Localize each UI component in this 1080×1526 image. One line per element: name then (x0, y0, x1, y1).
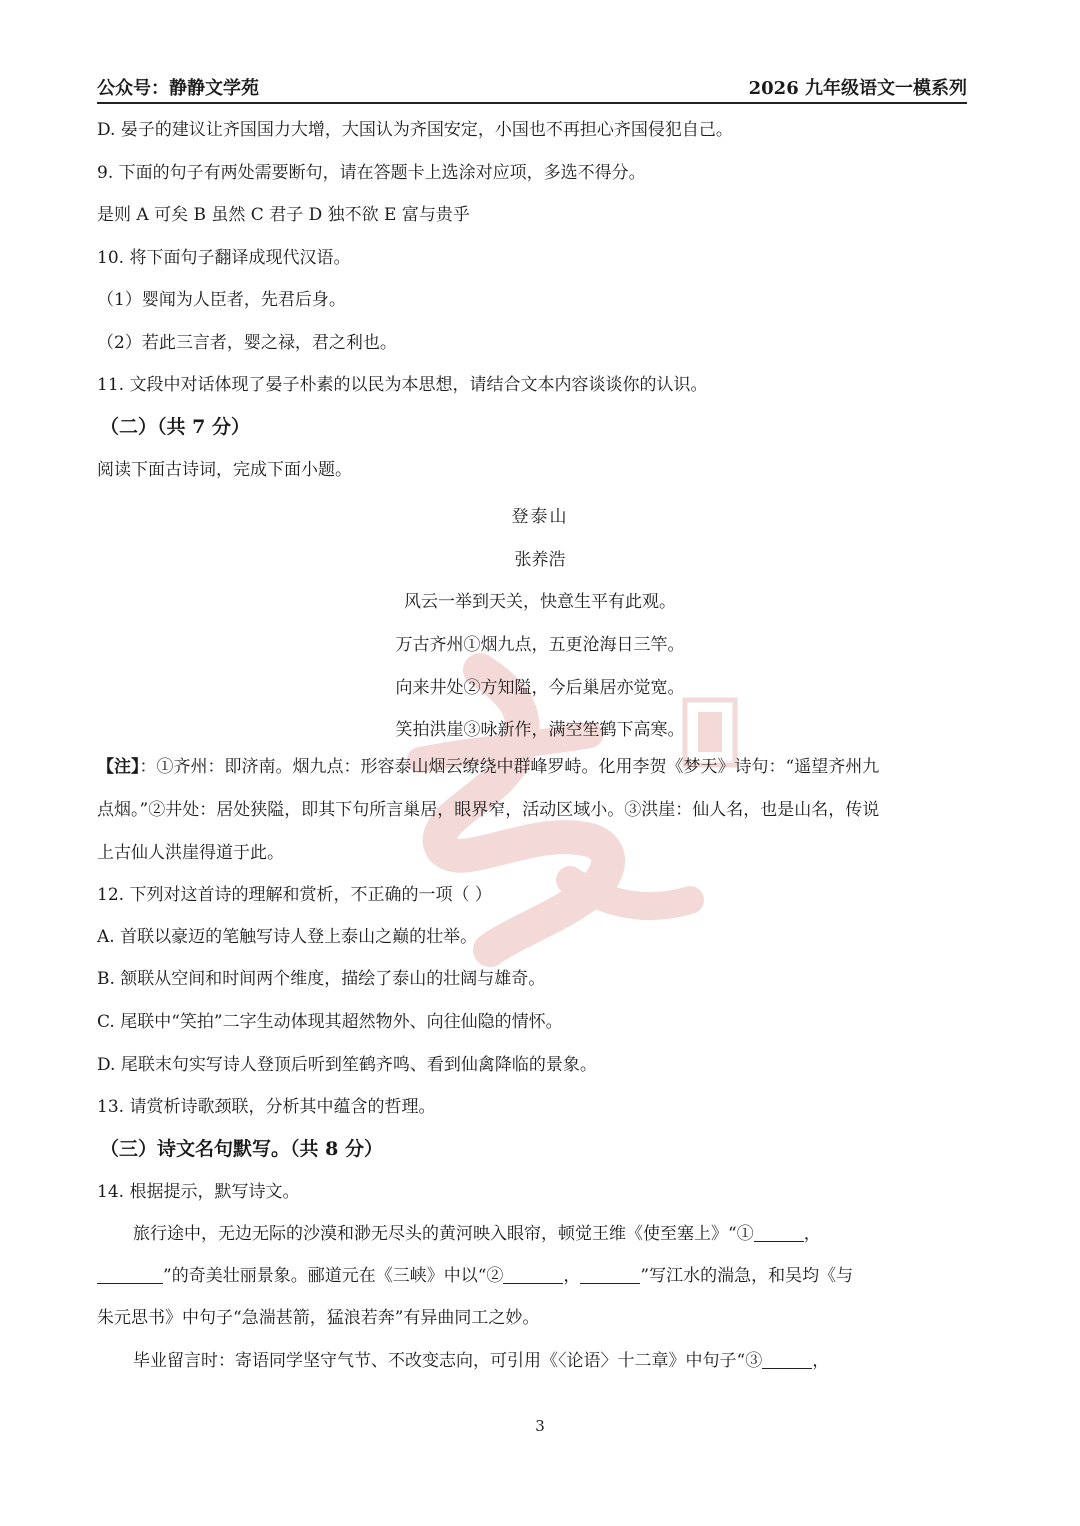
text-run: ， (563, 1266, 581, 1286)
q14-paragraph-2 (133, 1351, 829, 1371)
note-line: 上古仙人洪崖得道于此。 (97, 843, 284, 863)
poem-line: 笑拍洪崖③咏新作，满空笙鹤下高寒。 (395, 720, 685, 740)
section-3-heading: （三）诗文名句默写。（共 8 分） (100, 1138, 383, 1160)
q14-paragraph-1 (133, 1224, 821, 1244)
section-2-heading: （二）（共 7 分） (100, 416, 250, 438)
note-label: 【注】 (97, 757, 140, 777)
q10-stem: 10. 将下面句子翻译成现代汉语。 (97, 248, 351, 268)
poem-title: 登泰山 (511, 507, 569, 527)
page-header (97, 78, 967, 104)
answer-blank-2a[interactable] (503, 1266, 563, 1284)
note-line: 点烟。”②井处：居处狭隘，即其下句所言巢居，眼界窄，活动区域小。③洪崖：仙人名，也是山名，传说 (97, 800, 880, 820)
page-number: 3 (535, 1417, 545, 1435)
q14-paragraph-1-end: 朱元思书》中句子“急湍甚箭，猛浪若奔”有异曲同工之妙。 (97, 1308, 540, 1328)
q12-option-a: A. 首联以豪迈的笔触写诗人登上泰山之巅的壮举。 (97, 927, 478, 947)
q12-option-b: B. 颔联从空间和时间两个维度，描绘了泰山的壮阔与雄奇。 (97, 969, 546, 989)
poem-note (97, 757, 879, 777)
text-run: 毕业留言时：寄语同学坚守气节、不改变志向，可引用《〈论语〉十二章》中句子“③ (133, 1351, 763, 1371)
section-2-intro: 阅读下面古诗词，完成下面小题。 (97, 460, 352, 480)
poem-line: 风云一举到天关，快意生平有此观。 (404, 592, 676, 612)
q9-stem: 9. 下面的句子有两处需要断句，请在答题卡上选涂对应项，多选不得分。 (97, 163, 646, 183)
q8-option-d: D. 晏子的建议让齐国国力大增，大国认为齐国安定，小国也不再担心齐国侵犯自己。 (97, 120, 733, 140)
q9-sentence: 是则 A 可矣 B 虽然 C 君子 D 独不欲 E 富与贵乎 (97, 205, 470, 225)
q11-stem: 11. 文段中对话体现了晏子朴素的以民为本思想，请结合文本内容谈谈你的认识。 (97, 375, 708, 395)
text-run: ， (812, 1351, 830, 1371)
q12-option-c: C. 尾联中“笑拍”二字生动体现其超然物外、向往仙隐的情怀。 (97, 1012, 563, 1032)
q12-option-d: D. 尾联末句实写诗人登顶后听到笙鹤齐鸣、看到仙禽降临的景象。 (97, 1055, 597, 1075)
text-run: 旅行途中，无边无际的沙漠和渺无尽头的黄河映入眼帘，顿觉王维《使至塞上》“① (133, 1224, 754, 1244)
q14-stem: 14. 根据提示，默写诗文。 (97, 1182, 300, 1202)
text-run: ， (803, 1224, 821, 1244)
note-line: ：①齐州：即济南。烟九点：形容泰山烟云缭绕中群峰罗峙。化用李贺《梦天》诗句：“遥望齐州九 (139, 757, 880, 777)
poem-author: 张养浩 (514, 550, 566, 570)
poem-line: 万古齐州①烟九点，五更沧海日三竿。 (395, 635, 685, 655)
q10-item-1: （1）婴闻为人臣者，先君后身。 (97, 290, 346, 310)
poem-line: 向来井处②方知隘，今后巢居亦觉宽。 (395, 678, 685, 698)
q14-paragraph-1-cont (97, 1266, 853, 1286)
header-account: 公众号：静静文学苑 (97, 78, 259, 99)
q13-stem: 13. 请赏析诗歌颈联，分析其中蕴含的哲理。 (97, 1097, 436, 1117)
q10-item-2: （2）若此三言者，婴之禄，君之利也。 (97, 333, 397, 353)
answer-blank-3[interactable] (762, 1351, 812, 1369)
answer-blank-2b[interactable] (580, 1266, 640, 1284)
answer-blank-1a[interactable] (754, 1224, 804, 1242)
q12-stem: 12. 下列对这首诗的理解和赏析，不正确的一项（ ） (97, 885, 492, 905)
text-run: ”写江水的湍急，和吴均《与 (640, 1266, 854, 1286)
text-run: ”的奇美壮丽景象。郦道元在《三峡》中以“② (163, 1266, 504, 1286)
header-series: 2026 九年级语文一模系列 (748, 78, 967, 99)
answer-blank-1b[interactable] (97, 1266, 163, 1284)
